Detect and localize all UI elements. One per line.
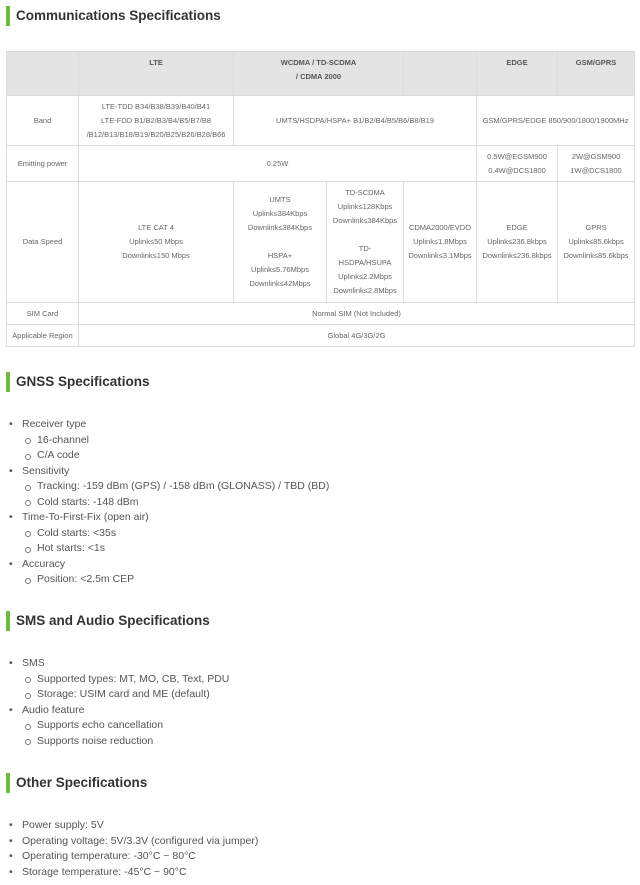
list-subitem: 16-channel (0, 433, 329, 449)
list-item: • Audio feature Supports echo cancellation Supports noise reduction (0, 703, 229, 750)
gnss-heading: GNSS Specifications (6, 372, 150, 392)
speed-label: Data Speed (7, 182, 79, 303)
other-list (0, 818, 258, 880)
list-item: • Power supply: 5V (0, 818, 258, 834)
sim-value: Normal SIM (Not Included) (79, 303, 635, 325)
list-item: • Operating voltage: 5V/3.3V (configured via jumper) (0, 834, 258, 850)
list-subitem: Hot starts: <1s (0, 541, 329, 557)
emitting-power-row (7, 146, 635, 182)
band-row (7, 96, 635, 146)
sim-label: SIM Card (7, 303, 79, 325)
speed-gprs: GPRS Uplink≤85.6kbps Downlink≤85.6kbps (558, 182, 635, 303)
list-subitem: Tracking: -159 dBm (GPS) / -158 dBm (GLONASS) / TBD (BD) (0, 479, 329, 495)
gnss-list (0, 417, 329, 588)
header-edge: EDGE (477, 52, 558, 96)
speed-umts: UMTS Uplink≤384Kbps Downlink≤384Kbps HSPA+ Uplink≤5.76Mbps Downlink≤42Mbps (234, 182, 327, 303)
list-subitem: Position: <2.5m CEP (0, 572, 329, 588)
speed-cdma: CDMA2000/EVDO Uplink≤1.8Mbps Downlink≤3.1Mbps (404, 182, 477, 303)
sim-card-row (7, 303, 635, 325)
communications-heading: Communications Specifications (6, 6, 221, 26)
header-wcdma: WCDMA / TD-SCDMA / CDMA 2000 (234, 52, 404, 96)
list-subitem: C/A code (0, 448, 329, 464)
emitting-gsm: 2W@GSM900 1W@DCS1800 (558, 146, 635, 182)
list-subitem: Storage: USIM card and ME (default) (0, 687, 229, 703)
region-row (7, 325, 635, 347)
list-subitem: Cold starts: -148 dBm (0, 495, 329, 511)
list-item: • Operating temperature: -30°C ~ 80°C (0, 849, 258, 865)
speed-edge: EDGE Uplink≤236.8kbps Downlink≤236.8kbps (477, 182, 558, 303)
emitting-common: 0.25W (79, 146, 477, 182)
sms-audio-heading: SMS and Audio Specifications (6, 611, 210, 631)
list-subitem: Supports noise reduction (0, 734, 229, 750)
list-subitem: Supported types: MT, MO, CB, Text, PDU (0, 672, 229, 688)
speed-tdscdma: TD-SCDMA Uplink≤128Kbps Downlink≤384Kbps TD- HSDPA/HSUPA Uplink≤2.2Mbps Downlink≤2.8Mbps (327, 182, 404, 303)
list-item: • Storage temperature: -45°C ~ 90°C (0, 865, 258, 881)
header-gsm: GSM/GPRS (558, 52, 635, 96)
communications-spec-table (6, 51, 635, 347)
list-item: • Accuracy Position: <2.5m CEP (0, 557, 329, 588)
sms-audio-list (0, 656, 229, 749)
list-subitem: Cold starts: <35s (0, 526, 329, 542)
band-umts: UMTS/HSDPA/HSPA+ B1/B2/B4/B5/B6/B8/B19 (234, 96, 477, 146)
region-value: Global 4G/3G/2G (79, 325, 635, 347)
region-label: Applicable Region (7, 325, 79, 347)
list-item: • Time-To-First-Fix (open air) Cold starts: <35s Hot starts: <1s (0, 510, 329, 557)
header-empty-cell (7, 52, 79, 96)
band-label: Band (7, 96, 79, 146)
band-lte: LTE-TDD B34/B38/B39/B40/B41 LTE-FDD B1/B2/B3/B4/B5/B7/B8 /B12/B13/B18/B19/B20/B25/B26/B28/B66 (79, 96, 234, 146)
table-header-row (7, 52, 635, 96)
list-item: • SMS Supported types: MT, MO, CB, Text, PDU Storage: USIM card and ME (default) (0, 656, 229, 703)
emitting-label: Emitting power (7, 146, 79, 182)
emitting-edge: 0.5W@EGSM900 0.4W@DCS1800 (477, 146, 558, 182)
data-speed-row (7, 182, 635, 303)
list-item: • Sensitivity Tracking: -159 dBm (GPS) / -158 dBm (GLONASS) / TBD (BD) Cold starts: -148 dBm (0, 464, 329, 511)
other-heading: Other Specifications (6, 773, 147, 793)
list-item: • Receiver type 16-channel C/A code (0, 417, 329, 464)
list-subitem: Supports echo cancellation (0, 718, 229, 734)
header-lte: LTE (79, 52, 234, 96)
header-empty-cdma (404, 52, 477, 96)
speed-lte: LTE CAT 4 Uplink≤50 Mbps Downlink≤150 Mbps (79, 182, 234, 303)
band-gsm: GSM/GPRS/EDGE 850/900/1800/1900MHz (477, 96, 635, 146)
